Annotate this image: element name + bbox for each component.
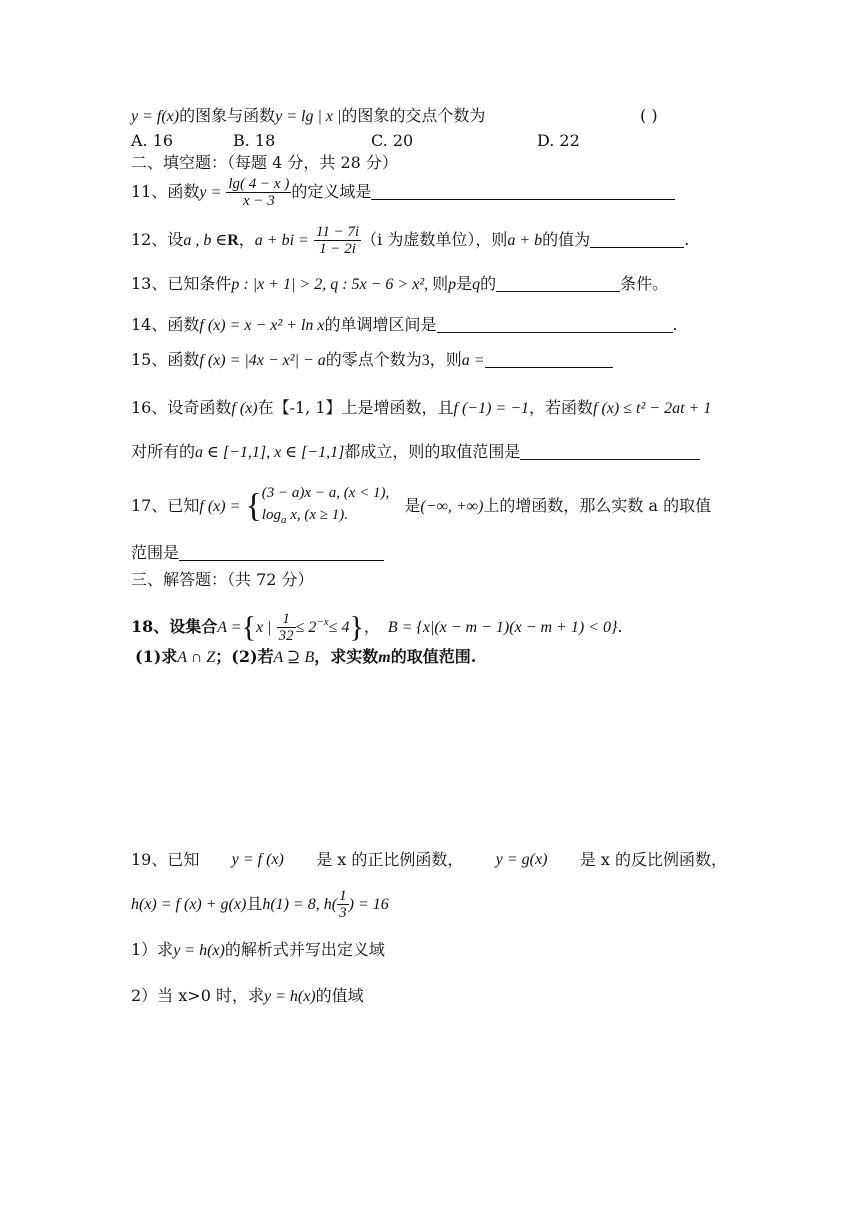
q16-line2 <box>131 442 700 463</box>
q16-label: 16、设奇函数 <box>131 398 232 417</box>
q18-part1-text: 求 <box>161 647 178 666</box>
q11 <box>131 176 675 209</box>
q15-text: 的零点个数为 <box>325 350 422 369</box>
q17-left-brace: { <box>245 487 262 525</box>
q18-label: 18、设集合 <box>131 617 218 636</box>
q10-answer-paren: ( ) <box>640 106 658 125</box>
q12-cond: a , b ∈ <box>183 232 228 249</box>
q11-y: y = <box>199 184 222 201</box>
q17-interval: (−∞, +∞) <box>420 498 484 515</box>
q18-set-b: B = {x|(x − m − 1)(x − m + 1) < 0} <box>387 619 618 636</box>
q18-part1-num: (1) <box>135 647 162 666</box>
q15-text2: ，则 <box>429 350 462 369</box>
q18-part2-text2: ，求实数 <box>314 647 379 666</box>
q18-right-brace: } <box>349 610 364 644</box>
section-fill-blank-heading: 二、填空题：（每题 4 分，共 28 分） <box>131 153 398 172</box>
q11-fraction <box>226 176 291 209</box>
q13-label: 13、已知条件 <box>131 274 232 293</box>
q19-part1-b: 的解析式并写出定义域 <box>224 940 385 959</box>
q18-part2-text3: 的取值范围. <box>390 647 477 666</box>
q18-exponent: −x <box>316 616 329 628</box>
q10-option-a: A. 16 <box>131 131 174 150</box>
q13-p: p <box>448 276 457 293</box>
q15 <box>131 350 613 371</box>
q13-text1: 则 <box>432 274 449 293</box>
q19-third-num: 1 <box>339 888 347 904</box>
q11-denominator: x − 3 <box>242 193 275 209</box>
q19-line1 <box>131 850 727 870</box>
q18-left-brace: { <box>241 610 256 644</box>
q16-f1: f (−1) = −1 <box>453 400 530 417</box>
q13-cond: p : |x + 1| > 2, q : 5x − 6 > x², <box>231 276 433 293</box>
q16-domain: a ∈ [−1,1], x ∈ [−1,1] <box>195 444 345 461</box>
q14-answer-blank <box>437 316 673 333</box>
q15-a: a = <box>461 352 485 369</box>
q10-expr-a: y = f(x) <box>131 108 180 125</box>
q11-text: 的定义域是 <box>291 182 372 201</box>
q18-m: m <box>378 649 391 666</box>
q19-part2 <box>131 986 364 1007</box>
q18-part1-sep: ； <box>215 647 232 666</box>
q18-cap: A ∩ Z <box>177 649 216 666</box>
q19-part2-b: 的值域 <box>315 986 364 1005</box>
q18-setA-post: ≤ 2 <box>295 619 317 636</box>
q19-part1-a: 1）求 <box>131 940 174 959</box>
q12-end: . <box>684 230 690 249</box>
q17-line1 <box>131 482 711 530</box>
q17-line2-text: 范围是 <box>131 543 180 562</box>
q18-end: . <box>617 617 623 636</box>
q12-numerator: 11 − 7i <box>315 224 360 240</box>
q17-case1: (3 − a)x − a, (x < 1), <box>261 485 390 501</box>
q16-line2-a: 对所有的 <box>131 442 196 461</box>
q12-label: 12、设 <box>131 230 184 249</box>
q15-expr: f (x) = |4x − x²| − a <box>199 352 326 369</box>
q12-expr: a + bi = <box>254 232 309 249</box>
q14 <box>131 315 678 336</box>
q19-part1 <box>131 940 385 961</box>
q18-setA-tail: ≤ 4 <box>328 619 350 636</box>
q16-fx: f (x) <box>231 400 258 417</box>
q18-part2-num: (2) <box>231 647 258 666</box>
q16-text2: ，若函数 <box>529 398 594 417</box>
q13-q: q <box>472 276 481 293</box>
q18-a: A = <box>217 619 242 636</box>
q19-part1-expr: y = h(x) <box>173 942 225 959</box>
q12-fraction <box>314 224 361 257</box>
q15-label: 15、函数 <box>131 350 200 369</box>
q16-line1 <box>131 398 711 419</box>
q16-answer-blank <box>520 443 700 460</box>
q18-setA-pre: x | <box>255 619 272 636</box>
q17-cases <box>262 482 389 531</box>
q13-text2: 是 <box>456 274 473 293</box>
q13-end: 条件。 <box>620 274 669 293</box>
q14-end: . <box>672 315 678 334</box>
q11-numerator: lg( 4 − x ) <box>228 176 290 192</box>
q17-label: 17、已知 <box>131 496 200 515</box>
q10-option-b: B. 18 <box>233 131 276 150</box>
q19-line1-b: 是 x 的正比例函数， <box>316 850 464 869</box>
q19-third-den: 3 <box>339 905 347 921</box>
q19-third <box>337 888 349 921</box>
q17-text2: 上的增函数，那么实数 a 的取值 <box>483 496 712 515</box>
q19-f: y = f (x) <box>231 851 284 868</box>
q19-line1-c: 是 x 的反比例函数， <box>579 850 727 869</box>
q18-numerator: 1 <box>277 611 296 628</box>
q12-denominator: 1 − 2i <box>319 241 356 257</box>
q14-text: 的单调增区间是 <box>324 315 437 334</box>
q16-line2-b: 都成立，则的取值范围是 <box>344 442 521 461</box>
q16-ineq: f (x) ≤ t² − 2at + 1 <box>593 400 712 417</box>
q19-h: h(x) = f (x) + g(x) <box>131 896 247 913</box>
q17-line2 <box>131 543 384 563</box>
q14-expr: f (x) = x − x² + ln x <box>199 317 325 334</box>
q17-case2: $\log_a x$, (x ≥ 1). <box>261 507 349 526</box>
q18-denominator: 32 <box>278 628 294 644</box>
q19-cond: h(1) = 8, h( <box>262 896 338 913</box>
q16-text1: 在【-1, 1】上是增函数，且 <box>257 398 454 417</box>
q19-and: 且 <box>246 894 263 913</box>
q12-sep: ， <box>238 230 255 249</box>
q10-text-b: 的图象的交点个数为 <box>341 106 486 125</box>
q15-answer-blank <box>485 351 613 368</box>
q17-text1: 是 <box>404 496 421 515</box>
q13-text3: 的 <box>480 274 497 293</box>
q18-part2-text: 若 <box>257 647 274 666</box>
q18-fraction <box>277 611 296 644</box>
q12 <box>131 224 689 257</box>
q18-sep: ， <box>363 617 380 636</box>
q19-cond-end: ) = 16 <box>348 896 389 913</box>
q10-statement <box>131 106 485 127</box>
q12-note: （i 为虚数单位），则 <box>361 230 508 249</box>
q17-answer-blank <box>179 544 384 561</box>
q10-option-d: D. 22 <box>537 131 580 150</box>
q11-answer-blank <box>371 183 675 200</box>
q12-set-r: R <box>227 232 239 249</box>
q11-label: 11、函数 <box>131 182 200 201</box>
section-solutions-heading: 三、解答题：（共 72 分） <box>131 570 314 589</box>
q10-expr-b: y = lg | x | <box>275 108 342 125</box>
q17-fx: f (x) = <box>199 498 241 515</box>
q12-text: 的值为 <box>542 230 591 249</box>
q10-option-c: C. 20 <box>371 131 414 150</box>
q19-part2-a: 2）当 x>0 时，求 <box>131 986 264 1005</box>
q14-label: 14、函数 <box>131 315 200 334</box>
q19-part2-expr: y = h(x) <box>263 988 316 1005</box>
q15-three: 3 <box>421 352 430 369</box>
q18-line1 <box>131 604 623 644</box>
q12-answer-blank <box>590 231 684 248</box>
q19-line1-a: 19、已知 <box>131 850 200 869</box>
q19-g: y = g(x) <box>495 851 548 868</box>
q18-line2 <box>135 647 476 668</box>
q12-ab: a + b <box>507 232 543 249</box>
q10-text-a: 的图象与函数 <box>179 106 276 125</box>
q18-sup: A ⊇ B <box>273 649 315 666</box>
q13 <box>131 274 668 295</box>
q13-answer-blank <box>496 275 620 292</box>
q19-line2 <box>131 886 389 922</box>
